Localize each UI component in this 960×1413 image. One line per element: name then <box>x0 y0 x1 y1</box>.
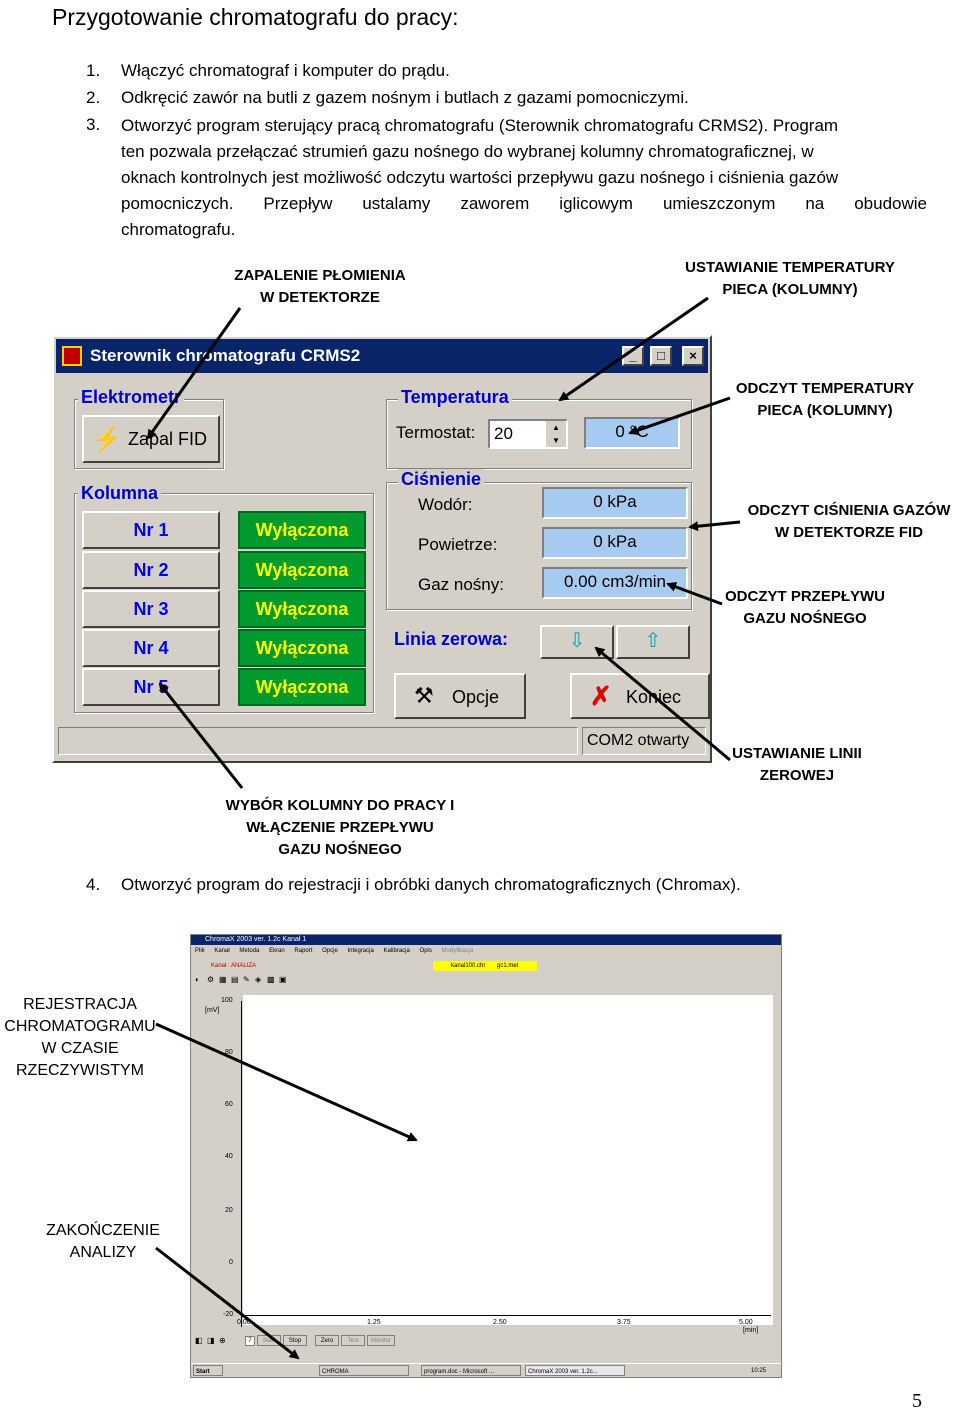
y-tick: 40 <box>225 1153 233 1160</box>
lightning-icon: ⚡ <box>92 426 122 453</box>
menu-metoda[interactable]: Metoda <box>239 948 260 954</box>
callout-line: GAZU NOŚNEGO <box>278 841 402 858</box>
column-button-1[interactable]: Nr 1 <box>82 511 220 549</box>
column-button-5[interactable]: Nr 5 <box>82 668 220 706</box>
x-tick: 3.75 <box>617 1319 631 1326</box>
elektrometr-label: Elektrometr <box>78 387 184 408</box>
y-unit: [mV] <box>205 1007 220 1014</box>
y-tick: 60 <box>225 1101 233 1108</box>
menu-raport[interactable]: Raport <box>294 948 313 954</box>
tool-icon[interactable]: ◈ <box>255 975 262 984</box>
close-x-icon: ✗ <box>590 681 612 711</box>
counter-field[interactable]: 7 <box>245 1336 255 1346</box>
step-3-line: oknach kontrolnych jest możliwość odczytu wartości przepływu gazu nośnego i ciśnienia gazów <box>121 168 839 187</box>
tool-icon[interactable]: ▤ <box>231 975 239 984</box>
gaz-nosny-label: Gaz nośny: <box>418 575 504 594</box>
wodor-label: Wodór: <box>418 495 473 514</box>
callout-line: W DETEKTORZE FID <box>774 524 924 541</box>
file-name: kanal100.chr <box>451 963 486 969</box>
cisnienie-label: Ciśnienie <box>398 469 484 490</box>
termostat-label: Termostat: <box>396 423 476 442</box>
callout-line: REJESTRACJA <box>23 996 137 1013</box>
maximize-button[interactable]: □ <box>650 346 672 366</box>
tool-icon[interactable]: ✎ <box>243 975 250 984</box>
step-3-line: Otworzyć program sterujący pracą chromatografu (Sterownik chromatografu CRMS2). Program <box>121 116 839 135</box>
menu-ekran[interactable]: Ekran <box>269 948 285 954</box>
step-4-text: Otworzyć program do rejestracji i obróbki danych chromatograficznych (Chromax). <box>121 875 741 894</box>
tool-icon[interactable]: ⊕ <box>219 1336 226 1345</box>
kolumna-label: Kolumna <box>78 483 161 504</box>
step-3-number: 3. <box>86 115 101 134</box>
spin-up-icon[interactable]: ▲ <box>546 421 566 434</box>
callout-line: WYBÓR KOLUMNY DO PRACY I <box>225 797 455 814</box>
callout-line: ODCZYT TEMPERATURY <box>735 380 915 397</box>
column-button-4[interactable]: Nr 4 <box>82 629 220 667</box>
minimize-button[interactable]: _ <box>622 346 644 366</box>
temperature-readout: 0 °C <box>584 417 680 449</box>
column-button-3[interactable]: Nr 3 <box>82 590 220 628</box>
tool-icon[interactable]: ◐ <box>195 975 200 984</box>
start-menu-button[interactable]: Start <box>193 1365 223 1376</box>
y-tick: 80 <box>225 1049 233 1056</box>
column-4-status[interactable]: Wyłączona <box>238 629 366 667</box>
callout-line: USTAWIANIE LINII <box>732 745 862 762</box>
taskbar-item[interactable]: program.doc - Microsoft ... <box>421 1365 521 1376</box>
x-unit: [min] <box>743 1327 759 1334</box>
clock: 10:25 <box>751 1368 767 1374</box>
monitor-button[interactable]: Monitor <box>367 1335 395 1346</box>
tool-icon[interactable]: ◨ <box>207 1336 215 1345</box>
step-3-line: ten pozwala przełączać strumień gazu nośnego do wybranej kolumny chromatograficznej, w <box>121 142 814 161</box>
menu-opcje[interactable]: Opcje <box>322 948 338 954</box>
step-3-line: chromatografu. <box>121 220 236 239</box>
page-number: 5 <box>912 1390 922 1412</box>
window-title: Sterownik chromatografu CRMS2 <box>90 346 361 365</box>
gaz-nosny-readout: 0.00 cm3/min <box>542 567 688 599</box>
tool-icon[interactable]: ▩ <box>267 975 275 984</box>
x-tick: 5.00 <box>739 1319 753 1326</box>
step-3-line: pomocniczych. Przepływ ustalamy zaworem iglicowym umieszczonym na obudowie <box>121 194 927 213</box>
tool-icon[interactable]: ▦ <box>219 975 227 984</box>
column-2-status[interactable]: Wyłączona <box>238 551 366 589</box>
stop-button[interactable]: Stop <box>283 1335 307 1346</box>
column-1-status[interactable]: Wyłączona <box>238 511 366 549</box>
close-button[interactable]: × <box>682 346 704 366</box>
linia-zerowa-label: Linia zerowa: <box>394 629 509 649</box>
callout-line: PIECA (KOLUMNY) <box>722 281 858 298</box>
koniec-label: Koniec <box>626 687 682 707</box>
arrow-odczyt-cisnienia <box>690 522 740 527</box>
arrow-odczyt-temperatury <box>630 398 730 433</box>
page-title: Przygotowanie chromatografu do pracy: <box>52 4 459 30</box>
column-button-2[interactable]: Nr 2 <box>82 551 220 589</box>
step-4-number: 4. <box>86 875 101 894</box>
arrow-odczyt-przeplywu <box>668 584 722 604</box>
powietrze-label: Powietrze: <box>418 535 498 554</box>
arrow-down-icon: ⇩ <box>568 630 586 652</box>
menu-kalibracja[interactable]: Kalibracja <box>383 948 410 954</box>
spin-down-icon[interactable]: ▼ <box>546 434 566 447</box>
y-tick: 100 <box>221 997 233 1004</box>
callout-line: ZAKOŃCZENIE <box>46 1222 160 1239</box>
callout-line: W CZASIE <box>41 1040 119 1057</box>
taskbar-item[interactable]: CHROMA <box>319 1365 409 1376</box>
callout-line: WŁĄCZENIE PRZEPŁYWU <box>246 819 434 836</box>
callout-line: ODCZYT PRZEPŁYWU <box>725 588 885 605</box>
zapal-fid-label: Zapal FID <box>128 429 208 449</box>
test-button[interactable]: Test <box>341 1335 365 1346</box>
opcje-label: Opcje <box>452 687 500 707</box>
start-button[interactable]: Start <box>257 1335 281 1346</box>
temperatura-label: Temperatura <box>398 387 512 408</box>
chromax-title: ChromaX 2003 ver. 1.2c Kanał 1 <box>205 936 307 943</box>
step-1-number: 1. <box>86 61 101 80</box>
wodor-readout: 0 kPa <box>542 487 688 519</box>
callout-line: W DETEKTORZE <box>260 289 380 306</box>
arrow-zapalenie <box>148 308 240 438</box>
step-2-number: 2. <box>86 88 101 107</box>
y-tick: 20 <box>225 1207 233 1214</box>
callout-line: ODCZYT CIŚNIENIA GAZÓW <box>747 502 951 519</box>
x-tick: 0.00 <box>237 1319 251 1326</box>
arrow-rejestracja <box>156 1024 416 1140</box>
callout-line: ZAPALENIE PŁOMIENIA <box>234 267 406 284</box>
column-5-status[interactable]: Wyłączona <box>238 668 366 706</box>
menu-modyfikacja[interactable]: Modyfikacja <box>441 948 474 954</box>
status-text: COM2 otwarty <box>582 727 706 755</box>
arrow-wybor-kolumny <box>160 684 242 788</box>
menu-kanal[interactable]: Kanał <box>214 948 230 954</box>
step-2-text: Odkręcić zawór na butli z gazem nośnym i butlach z gazami pomocniczymi. <box>121 88 689 107</box>
menu-integracja[interactable]: Integracja <box>347 948 374 954</box>
zero-button[interactable]: Zero <box>315 1335 339 1346</box>
tool-icon[interactable]: ◧ <box>195 1336 203 1345</box>
arrow-linia-zerowa <box>596 648 730 760</box>
callout-line: CHROMATOGRAMU <box>4 1018 156 1035</box>
wrench-icon: ⚒ <box>414 683 434 708</box>
arrow-temperatura <box>560 298 708 400</box>
taskbar-item[interactable]: ChromaX 2003 ver. 1.2c... <box>525 1365 625 1376</box>
y-tick: 0 <box>229 1259 233 1266</box>
callout-line: GAZU NOŚNEGO <box>743 610 867 627</box>
callout-line: ANALIZY <box>69 1244 137 1261</box>
method-name: gc1.met <box>497 963 519 969</box>
tool-icon[interactable]: ⚙ <box>207 975 215 984</box>
callout-line: RZECZYWISTYM <box>16 1062 144 1079</box>
step-1-text: Włączyć chromatograf i komputer do prądu. <box>121 61 450 80</box>
column-3-status[interactable]: Wyłączona <box>238 590 366 628</box>
x-tick: 1.25 <box>367 1319 381 1326</box>
arrow-up-icon: ⇧ <box>644 630 662 652</box>
menu-opis[interactable]: Opis <box>419 948 432 954</box>
y-tick: -20 <box>223 1311 234 1318</box>
channel-label: Kanał : ANALIZA <box>211 961 281 971</box>
tool-icon[interactable]: ▣ <box>279 975 287 984</box>
callout-line: ZEROWEJ <box>759 767 835 784</box>
powietrze-readout: 0 kPa <box>542 527 688 559</box>
termostat-value: 20 <box>494 424 513 443</box>
callout-line: USTAWIANIE TEMPERATURY <box>685 259 895 276</box>
callout-line: PIECA (KOLUMNY) <box>757 402 893 419</box>
arrow-zakonczenie <box>156 1248 298 1358</box>
x-tick: 2.50 <box>493 1319 507 1326</box>
menu-plik[interactable]: Plik <box>195 948 205 954</box>
